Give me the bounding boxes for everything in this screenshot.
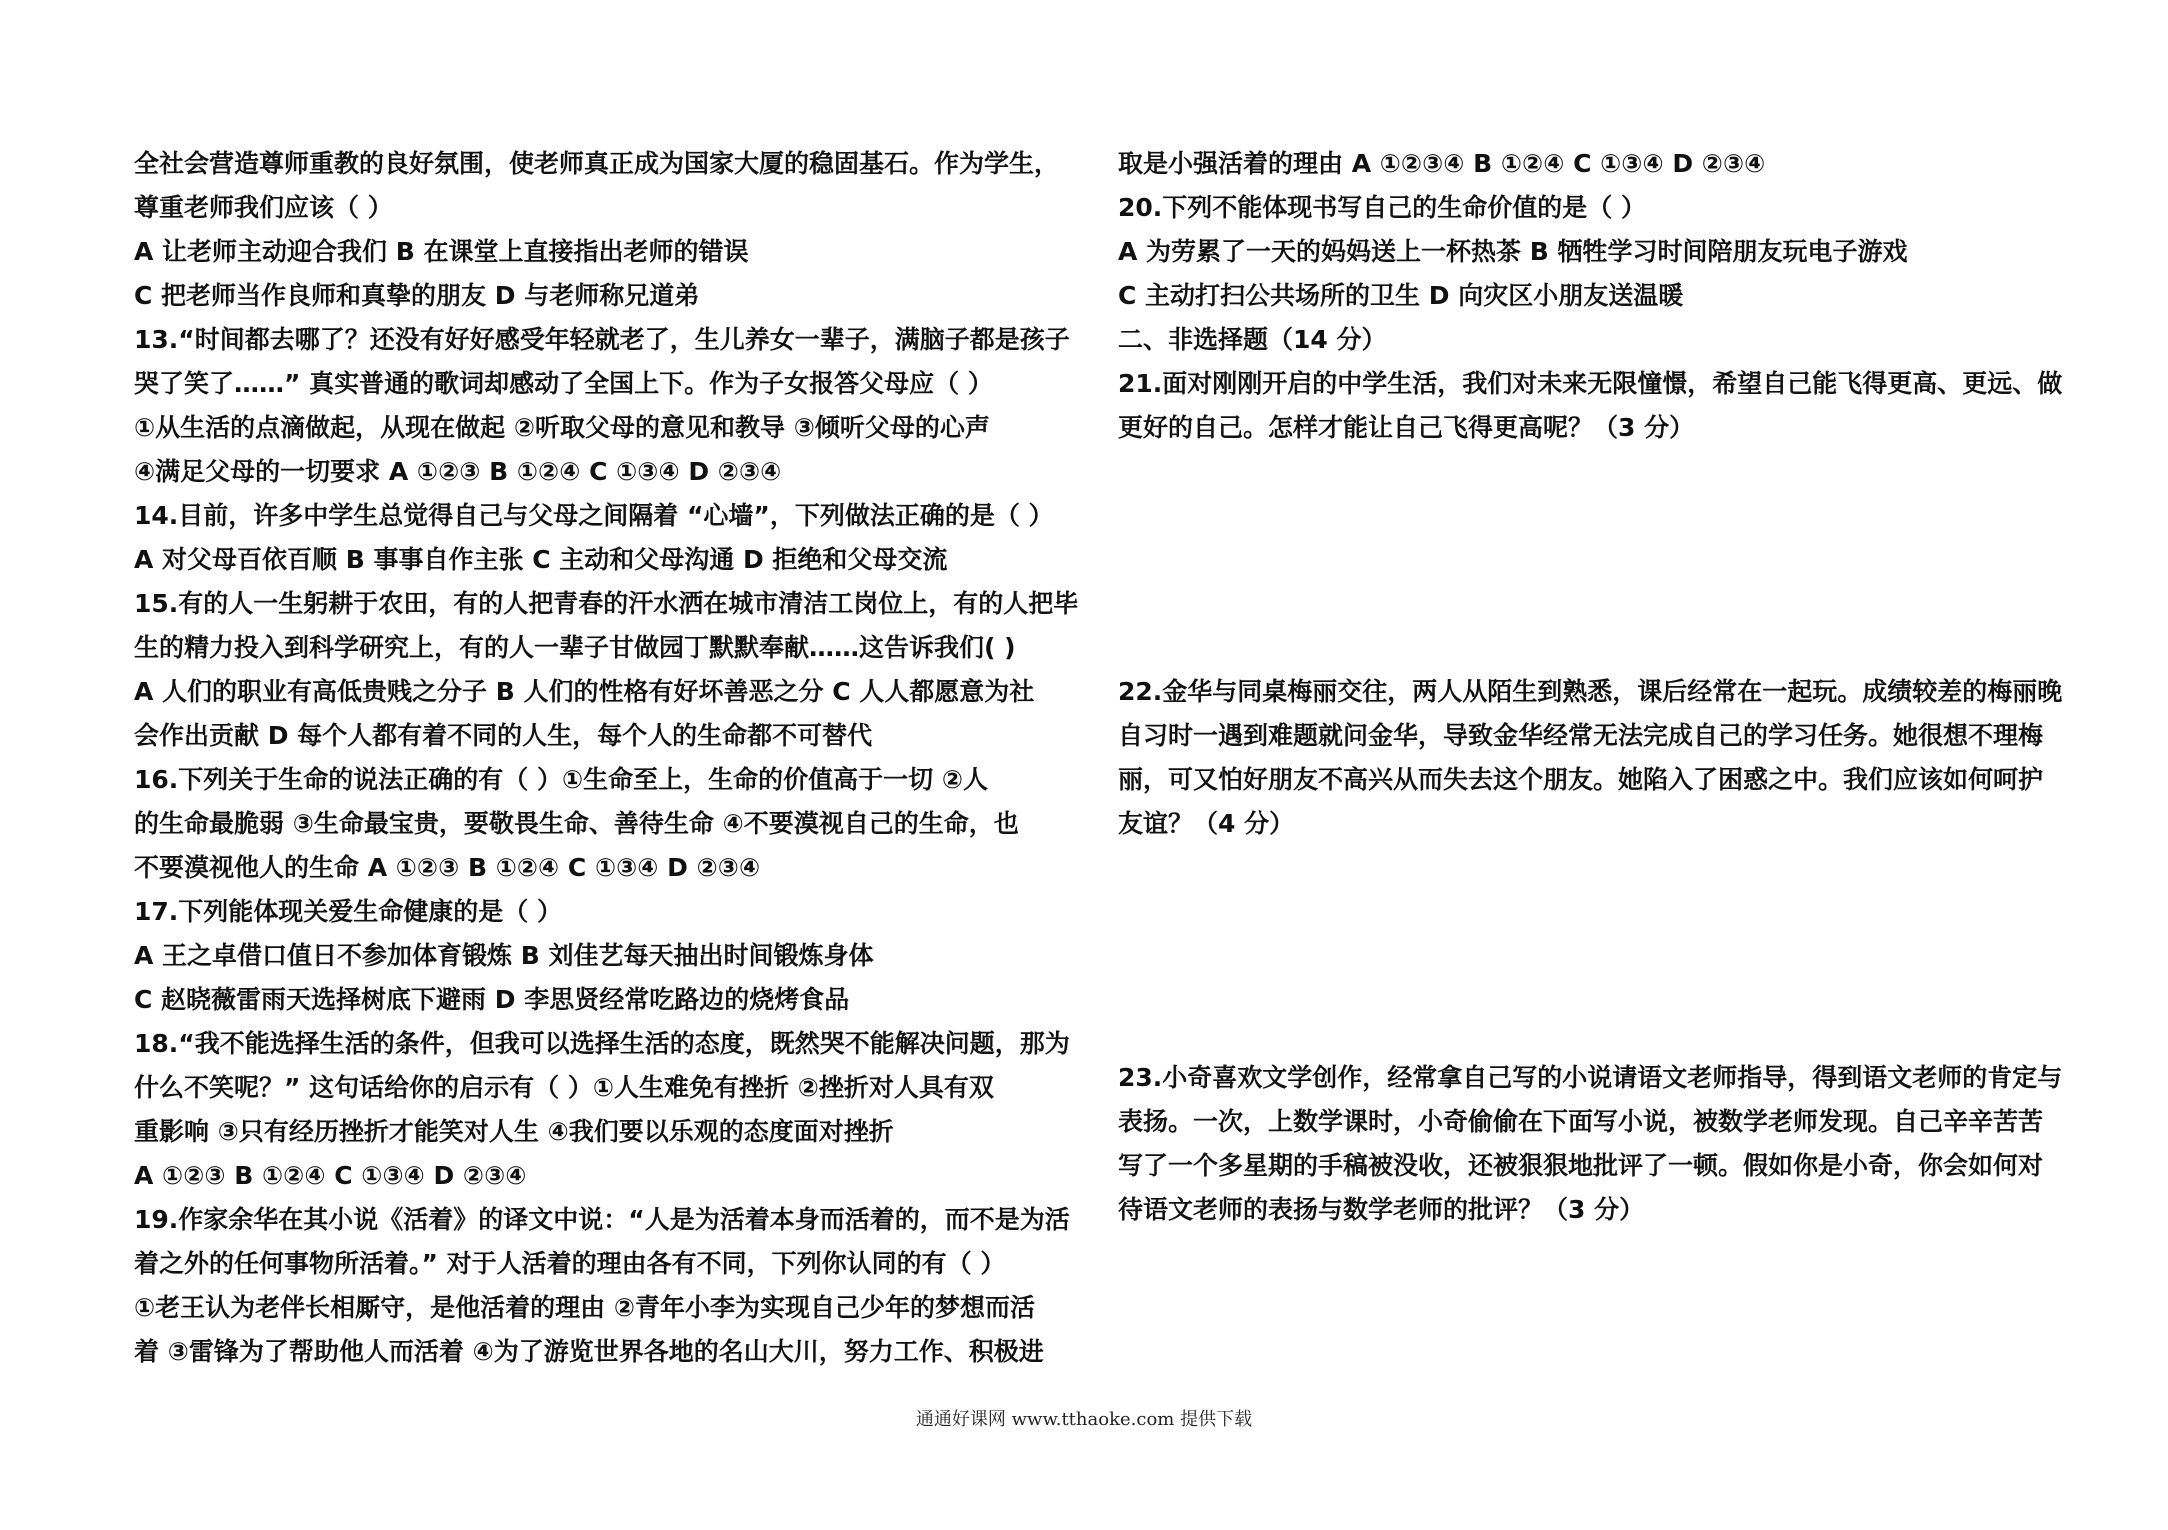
text-line: 自习时一遇到难题就问金华，导致金华经常无法完成自己的学习任务。她很想不理梅 — [1118, 721, 2044, 750]
left-column — [134, 142, 1084, 1374]
text-line: 着之外的任何事物所活着。” 对于人活着的理由各有不同，下列你认同的有（ ） — [134, 1249, 1006, 1278]
page-footer: 通通好课网 www.tthaoke.com 提供下载 — [915, 1409, 1253, 1430]
text-line: 生的精力投入到科学研究上，有的人一辈子甘做园丁默默奉献……这告诉我们( ) — [134, 633, 1016, 662]
option-line: 取是小强活着的理由 A ①②③④ B ①②④ C ①③④ D ②③④ — [1118, 149, 1766, 178]
question-13: 13.“时间都去哪了？还没有好好感受年轻就老了，生儿养女一辈子，满脑子都是孩子 — [134, 325, 1070, 354]
section-heading: 二、非选择题（14 分） — [1118, 325, 1387, 354]
question-17: 17.下列能体现关爱生命健康的是（ ） — [134, 897, 562, 926]
option-line: C 把老师当作良师和真挚的朋友 D 与老师称兄道弟 — [134, 281, 700, 310]
text-line: ①老王认为老伴长相厮守，是他活着的理由 ②青年小李为实现自己少年的梦想而活 — [134, 1293, 1036, 1322]
answer-space-22 — [1118, 846, 2068, 1056]
question-14: 14.目前，许多中学生总觉得自己与父母之间隔着 “心墙”，下列做法正确的是（ ） — [134, 501, 1054, 530]
question-16: 16.下列关于生命的说法正确的有（ ）①生命至上，生命的价值高于一切 ②人 — [134, 765, 989, 794]
option-line: A ①②③ B ①②④ C ①③④ D ②③④ — [134, 1161, 527, 1190]
answer-space-21 — [1118, 450, 2068, 670]
question-20: 20.下列不能体现书写自己的生命价值的是（ ） — [1118, 193, 1646, 222]
text-line: 更好的自己。怎样才能让自己飞得更高呢？（3 分） — [1118, 413, 1695, 442]
text-line: 着 ③雷锋为了帮助他人而活着 ④为了游览世界各地的名山大川，努力工作、积极进 — [134, 1337, 1044, 1366]
text-line: ①从生活的点滴做起，从现在做起 ②听取父母的意见和教导 ③倾听父母的心声 — [134, 413, 990, 442]
text-line: 的生命最脆弱 ③生命最宝贵，要敬畏生命、善待生命 ④不要漠视自己的生命，也 — [134, 809, 1019, 838]
text-line: 写了一个多星期的手稿被没收，还被狠狠地批评了一顿。假如你是小奇，你会如何对 — [1118, 1151, 2044, 1180]
text-line: 尊重老师我们应该（ ） — [134, 193, 393, 222]
question-19: 19.作家余华在其小说《活着》的译文中说：“人是为活着本身而活着的，而不是为活 — [134, 1205, 1070, 1234]
question-22: 22.金华与同桌梅丽交往，两人从陌生到熟悉，课后经常在一起玩。成绩较差的梅丽晚 — [1118, 677, 2063, 706]
text-line: 哭了笑了……” 真实普通的歌词却感动了全国上下。作为子女报答父母应（ ） — [134, 369, 993, 398]
question-23: 23.小奇喜欢文学创作，经常拿自己写的小说请语文老师指导，得到语文老师的肯定与 — [1118, 1063, 2063, 1092]
option-line: C 主动打扫公共场所的卫生 D 向灾区小朋友送温暖 — [1118, 281, 1684, 310]
question-18: 18.“我不能选择生活的条件，但我可以选择生活的态度，既然哭不能解决问题，那为 — [134, 1029, 1070, 1058]
question-15: 15.有的人一生躬耕于农田，有的人把青春的汗水洒在城市清洁工岗位上，有的人把毕 — [134, 589, 1079, 618]
option-line: C 赵晓薇雷雨天选择树底下避雨 D 李思贤经常吃路边的烧烤食品 — [134, 985, 850, 1014]
option-line: 不要漠视他人的生命 A ①②③ B ①②④ C ①③④ D ②③④ — [134, 853, 761, 882]
option-line: A 为劳累了一天的妈妈送上一杯热茶 B 牺牲学习时间陪朋友玩电子游戏 — [1118, 237, 1908, 266]
option-line: A 人们的职业有高低贵贱之分子 B 人们的性格有好坏善恶之分 C 人人都愿意为社 — [134, 677, 1035, 706]
option-line: A 对父母百依百顺 B 事事自作主张 C 主动和父母沟通 D 拒绝和父母交流 — [134, 545, 948, 574]
option-line: A 让老师主动迎合我们 B 在课堂上直接指出老师的错误 — [134, 237, 749, 266]
text-line: 待语文老师的表扬与数学老师的批评？（3 分） — [1118, 1195, 1645, 1224]
text-line: 丽，可又怕好朋友不高兴从而失去这个朋友。她陷入了困惑之中。我们应该如何呵护 — [1118, 765, 2044, 794]
right-column — [1118, 142, 2068, 1232]
option-line: A 王之卓借口值日不参加体育锻炼 B 刘佳艺每天抽出时间锻炼身体 — [134, 941, 874, 970]
option-line: 会作出贡献 D 每个人都有着不同的人生，每个人的生命都不可替代 — [134, 721, 873, 750]
option-line: ④满足父母的一切要求 A ①②③ B ①②④ C ①③④ D ②③④ — [134, 457, 782, 486]
text-line: 重影响 ③只有经历挫折才能笑对人生 ④我们要以乐观的态度面对挫折 — [134, 1117, 894, 1146]
text-line: 表扬。一次，上数学课时，小奇偷偷在下面写小说，被数学老师发现。自己辛辛苦苦 — [1118, 1107, 2044, 1136]
question-21: 21.面对刚刚开启的中学生活，我们对未来无限憧憬，希望自己能飞得更高、更远、做 — [1118, 369, 2063, 398]
text-line: 全社会营造尊师重教的良好氛围，使老师真正成为国家大厦的稳固基石。作为学生， — [134, 149, 1060, 178]
text-line: 什么不笑呢？” 这句话给你的启示有（ ）①人生难免有挫折 ②挫折对人具有双 — [134, 1073, 994, 1102]
text-line: 友谊？（4 分） — [1118, 809, 1295, 838]
